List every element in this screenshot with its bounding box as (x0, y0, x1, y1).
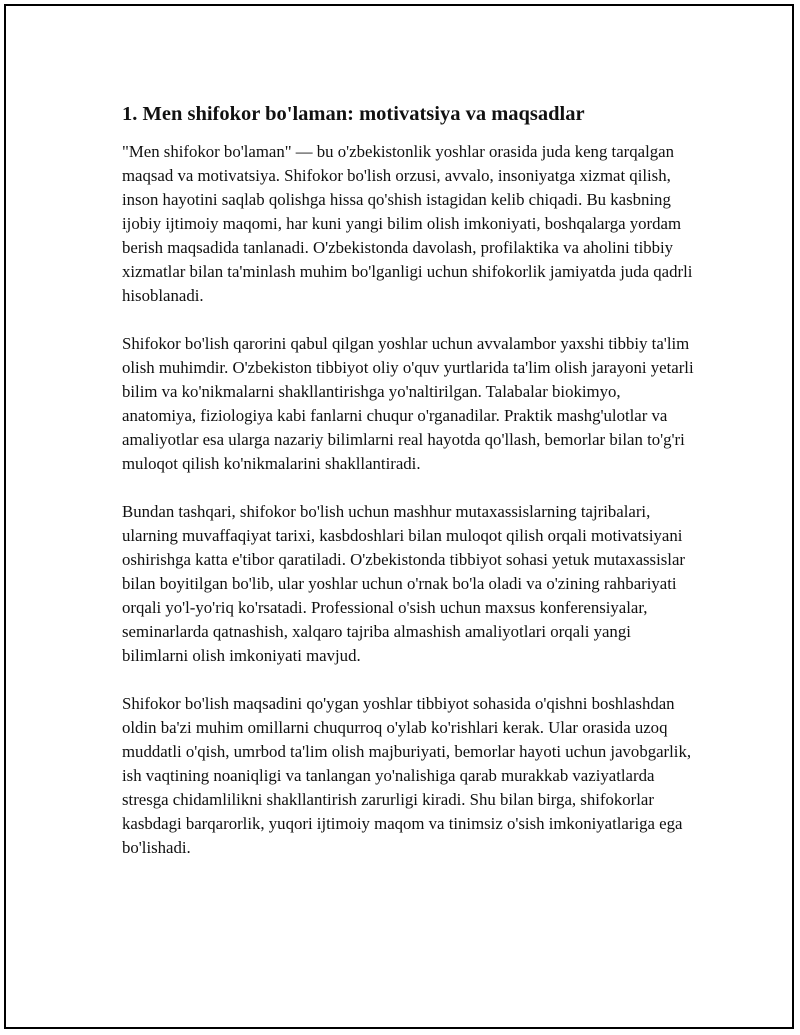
paragraph-4: Shifokor bo'lish maqsadini qo'ygan yoshlar tibbiyot sohasida o'qishni boshlashdan oldin ba'zi muhim omillarni chuqurroq o'ylab ko'rishlari kerak. Ular orasida uzoq muddatli o'qish, umrbod ta'lim olish majburiyati, bemorlar hayoti uchun javobgarlik, ish vaqtining noaniqligi va tanlangan yo'nalishiga qarab murakkab vaziyatlarda stresga chidamlilikni shakllantirish zarurligi kiradi. Shu bilan birga, shifokorlar kasbdagi barqarorlik, yuqori ijtimoiy maqom va tinimsiz o'sish imkoniyatlariga ega bo'lishadi. (122, 694, 692, 857)
page-frame (4, 4, 794, 1029)
paragraph-1: "Men shifokor bo'laman" — bu o'zbekistonlik yoshlar orasida juda keng tarqalgan maqsad va motivatsiya. Shifokor bo'lish orzusi, avvalo, insoniyatga xizmat qilish, inson hayotini saqlab qolishga hissa qo'shish istagidan kelib chiqadi. Bu kasbning ijobiy ijtimoiy maqomi, har kuni yangi bilim olish imkoniyati, boshqalarga yordam berish maqsadida tanlanadi. O'zbekistonda davolash, profilaktika va aholini tibbiy xizmatlar bilan ta'minlash muhim bo'lganligi uchun shifokorlik jamiyatda juda qadrli hisoblanadi. (122, 142, 693, 305)
paragraph-2: Shifokor bo'lish qarorini qabul qilgan yoshlar uchun avvalambor yaxshi tibbiy ta'lim olish muhimdir. O'zbekiston tibbiyot oliy o'quv yurtlarida ta'lim olish jarayoni yetarli bilim va ko'nikmalarni shakllantirishga yo'naltirilgan. Talabalar biokimyo, anatomiya, fiziologiya kabi fanlarni chuqur o'rganadilar. Praktik mashg'ulotlar va amaliyotlar esa ularga nazariy bilimlarni real hayotda qo'llash, bemorlar bilan to'g'ri muloqot qilish ko'nikmalarini shakllantiradi. (122, 334, 694, 473)
document-content (122, 101, 694, 884)
paragraph-3: Bundan tashqari, shifokor bo'lish uchun mashhur mutaxassislarning tajribalari, ularning muvaffaqiyat tarixi, kasbdoshlari bilan muloqot qilish orqali motivatsiyani oshirishga katta e'tibor qaratiladi. O'zbekistonda tibbiyot sohasi yetuk mutaxassislar bilan boyitilgan bo'lib, ular yoshlar uchun o'rnak bo'la oladi va o'zining rahbariyati orqali yo'l-yo'riq ko'rsatadi. Professional o'sish uchun maxsus konferensiyalar, seminarlarda qatnashish, xalqaro tajriba almashish amaliyotlari orqali yangi bilimlarni olish imkoniyati mavjud. (122, 502, 685, 665)
section-heading: 1. Men shifokor bo'laman: motivatsiya va maqsadlar (122, 103, 585, 125)
